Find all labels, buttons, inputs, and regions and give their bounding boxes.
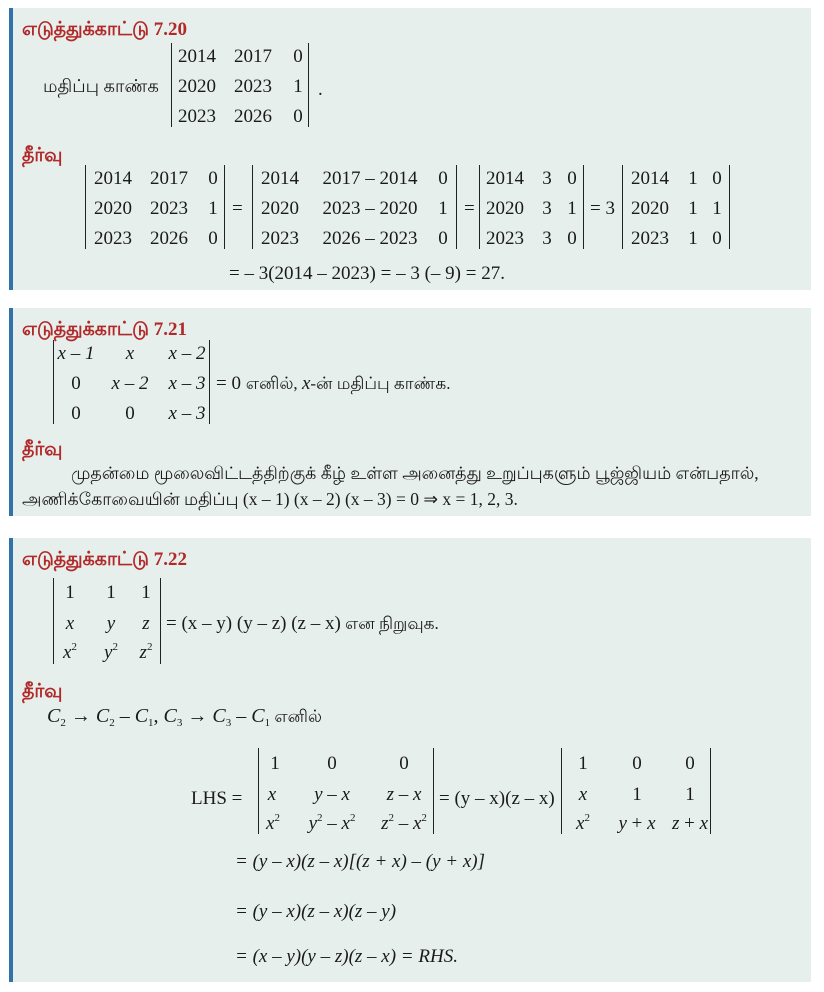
solution-line-1: முதன்மை மூலைவிட்டத்திற்குக் கீழ் உள்ள அனைத்து உறுப்புகளும் பூஜ்ஜியம் என்பதால், [71,463,759,483]
determinant-step-1: 2014 2017 0 2020 2023 1 2023 2026 0 [85,165,225,249]
determinant-given: x – 1 x x – 2 0 x – 2 x – 3 0 0 x – 3 [53,340,210,424]
determinant-given: 2014 2017 0 2020 2023 1 2023 2026 0 [171,43,309,127]
step-2: = (y – x)(z – x)[(z + x) – (y + x)] [235,851,486,872]
determinant-step-2: 2014 2017 – 2014 0 2020 2023 – 2020 1 2023 2026 – 2023 0 [252,165,457,249]
equals-three: = 3 [590,198,615,219]
example-title: எடுத்துக்காட்டு 7.20 [22,19,187,40]
example-7-20-box [9,8,811,290]
step-4-rhs: = (x – y)(y – z)(z – x) = RHS. [235,946,458,967]
column-operation: $C_2 \to C_2 - C_1$, $C_3 \to C_3 - C_1$ எனில் [47,705,323,729]
final-result: = – 3(2014 – 2023) = – 3 (– 9) = 27. [229,263,505,284]
solution-line-2: அணிக்கோவையின் மதிப்பு (x – 1) (x – 2) (x – 3) = 0 ⇒ x = 1, 2, 3. [22,489,518,509]
example-title: எடுத்துக்காட்டு 7.22 [22,549,187,570]
problem-statement: = 0 எனில், x-ன் மதிப்பு காண்க. [216,373,451,394]
solution-label: தீர்வு [22,439,63,460]
determinant-lhs: 1 0 0 x y – x z – x $x^2$ $y^2 - x^2$ $z^2 - x^2$ [258,748,434,834]
factored-out: = (y – x)(z – x) [439,788,555,809]
equals-sign: = [464,198,475,219]
solution-label: தீர்வு [22,681,63,702]
example-7-22-box [9,538,811,982]
example-title: எடுத்துக்காட்டு 7.21 [22,319,187,340]
period: . [318,79,323,100]
solution-label: தீர்வு [22,145,63,166]
problem-prompt: மதிப்பு காண்க [43,76,159,96]
step-3: = (y – x)(z – x)(z – y) [235,901,397,922]
equals-sign: = [232,198,243,219]
determinant-step-3: 2014 3 0 2020 3 1 2023 3 0 [479,165,584,249]
determinant-factored: 1 0 0 x 1 1 $x^2$ y + x z + x [561,748,711,834]
determinant-vandermonde: 1 1 1 x y z $x^2$ $y^2$ $z^2$ [53,578,161,664]
identity-statement: = (x – y) (y – z) (z – x) என நிறுவுக. [166,613,439,634]
lhs-label: LHS = [191,788,243,809]
example-7-21-box [9,308,811,516]
determinant-step-4: 2014 1 0 2020 1 1 2023 1 0 [622,165,730,249]
